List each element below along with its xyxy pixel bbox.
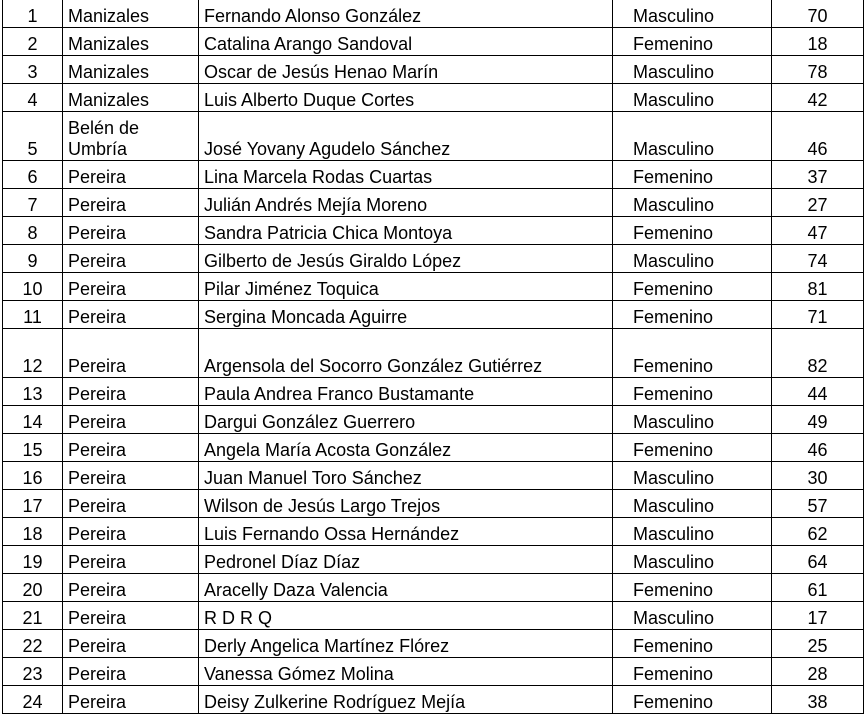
age-cell: 82 <box>772 329 864 378</box>
row-number-cell: 23 <box>3 658 63 686</box>
row-number-cell: 17 <box>3 490 63 518</box>
row-number-cell: 16 <box>3 462 63 490</box>
table-row <box>3 161 864 189</box>
table-row <box>3 273 864 301</box>
table-row <box>3 406 864 434</box>
city-cell: Pereira <box>63 301 199 329</box>
gender-cell: Femenino <box>613 378 772 406</box>
city-cell: Pereira <box>63 546 199 574</box>
row-number-cell: 3 <box>3 56 63 84</box>
row-number-cell: 19 <box>3 546 63 574</box>
gender-cell: Masculino <box>613 490 772 518</box>
name-cell: Pilar Jiménez Toquica <box>199 273 613 301</box>
age-cell: 78 <box>772 56 864 84</box>
gender-cell: Femenino <box>613 273 772 301</box>
table-row <box>3 686 864 714</box>
city-cell: Pereira <box>63 518 199 546</box>
city-cell: Pereira <box>63 161 199 189</box>
table-row <box>3 518 864 546</box>
row-number-cell: 13 <box>3 378 63 406</box>
name-cell: Sergina Moncada Aguirre <box>199 301 613 329</box>
gender-cell: Masculino <box>613 462 772 490</box>
name-cell: Luis Fernando Ossa Hernández <box>199 518 613 546</box>
age-cell: 27 <box>772 189 864 217</box>
gender-cell: Femenino <box>613 329 772 378</box>
table-row <box>3 0 864 28</box>
name-cell: Julián Andrés Mejía Moreno <box>199 189 613 217</box>
gender-cell: Masculino <box>613 112 772 161</box>
row-number-cell: 14 <box>3 406 63 434</box>
table-row <box>3 217 864 245</box>
table-row <box>3 546 864 574</box>
row-number-cell: 4 <box>3 84 63 112</box>
name-cell: Angela María Acosta González <box>199 434 613 462</box>
records-body <box>3 0 864 714</box>
age-cell: 25 <box>772 630 864 658</box>
age-cell: 57 <box>772 490 864 518</box>
name-cell: Dargui González Guerrero <box>199 406 613 434</box>
table-row <box>3 189 864 217</box>
gender-cell: Femenino <box>613 28 772 56</box>
age-cell: 81 <box>772 273 864 301</box>
row-number-cell: 1 <box>3 0 63 28</box>
row-number-cell: 10 <box>3 273 63 301</box>
name-cell: Paula Andrea Franco Bustamante <box>199 378 613 406</box>
gender-cell: Masculino <box>613 406 772 434</box>
name-cell: Catalina Arango Sandoval <box>199 28 613 56</box>
gender-cell: Masculino <box>613 56 772 84</box>
city-cell: Pereira <box>63 574 199 602</box>
city-cell: Pereira <box>63 406 199 434</box>
table-row <box>3 630 864 658</box>
city-cell: Pereira <box>63 189 199 217</box>
row-number-cell: 21 <box>3 602 63 630</box>
table-row <box>3 329 864 378</box>
gender-cell: Masculino <box>613 518 772 546</box>
gender-cell: Femenino <box>613 574 772 602</box>
gender-cell: Masculino <box>613 0 772 28</box>
city-cell: Pereira <box>63 686 199 714</box>
age-cell: 70 <box>772 0 864 28</box>
row-number-cell: 2 <box>3 28 63 56</box>
gender-cell: Femenino <box>613 658 772 686</box>
age-cell: 46 <box>772 434 864 462</box>
name-cell: Gilberto de Jesús Giraldo López <box>199 245 613 273</box>
city-cell: Pereira <box>63 245 199 273</box>
name-cell: Oscar de Jesús Henao Marín <box>199 56 613 84</box>
name-cell: Vanessa Gómez Molina <box>199 658 613 686</box>
name-cell: Luis Alberto Duque Cortes <box>199 84 613 112</box>
gender-cell: Femenino <box>613 217 772 245</box>
table-row <box>3 602 864 630</box>
age-cell: 17 <box>772 602 864 630</box>
age-cell: 30 <box>772 462 864 490</box>
city-cell: Pereira <box>63 217 199 245</box>
table-row <box>3 245 864 273</box>
table-row <box>3 301 864 329</box>
row-number-cell: 20 <box>3 574 63 602</box>
age-cell: 44 <box>772 378 864 406</box>
name-cell: Lina Marcela Rodas Cuartas <box>199 161 613 189</box>
age-cell: 28 <box>772 658 864 686</box>
city-cell: Pereira <box>63 658 199 686</box>
city-cell: Manizales <box>63 28 199 56</box>
city-cell: Belén de Umbría <box>63 112 199 161</box>
city-cell: Pereira <box>63 602 199 630</box>
age-cell: 42 <box>772 84 864 112</box>
records-table <box>2 0 864 714</box>
table-row <box>3 490 864 518</box>
name-cell: Juan Manuel Toro Sánchez <box>199 462 613 490</box>
city-cell: Pereira <box>63 329 199 378</box>
gender-cell: Masculino <box>613 245 772 273</box>
age-cell: 38 <box>772 686 864 714</box>
row-number-cell: 9 <box>3 245 63 273</box>
name-cell: Sandra Patricia Chica Montoya <box>199 217 613 245</box>
table-row <box>3 658 864 686</box>
city-cell: Manizales <box>63 56 199 84</box>
gender-cell: Femenino <box>613 686 772 714</box>
city-cell: Manizales <box>63 84 199 112</box>
name-cell: Aracelly Daza Valencia <box>199 574 613 602</box>
name-cell: José Yovany Agudelo Sánchez <box>199 112 613 161</box>
row-number-cell: 7 <box>3 189 63 217</box>
row-number-cell: 15 <box>3 434 63 462</box>
age-cell: 61 <box>772 574 864 602</box>
table-row <box>3 462 864 490</box>
name-cell: R D R Q <box>199 602 613 630</box>
city-cell: Pereira <box>63 630 199 658</box>
gender-cell: Masculino <box>613 602 772 630</box>
age-cell: 62 <box>772 518 864 546</box>
city-cell: Manizales <box>63 0 199 28</box>
name-cell: Argensola del Socorro González Gutiérrez <box>199 329 613 378</box>
city-cell: Pereira <box>63 434 199 462</box>
row-number-cell: 8 <box>3 217 63 245</box>
age-cell: 74 <box>772 245 864 273</box>
city-cell: Pereira <box>63 490 199 518</box>
name-cell: Fernando Alonso González <box>199 0 613 28</box>
table-row <box>3 28 864 56</box>
gender-cell: Masculino <box>613 546 772 574</box>
row-number-cell: 11 <box>3 301 63 329</box>
age-cell: 18 <box>772 28 864 56</box>
row-number-cell: 6 <box>3 161 63 189</box>
table-row <box>3 378 864 406</box>
table-row <box>3 574 864 602</box>
age-cell: 49 <box>772 406 864 434</box>
gender-cell: Femenino <box>613 301 772 329</box>
age-cell: 71 <box>772 301 864 329</box>
row-number-cell: 5 <box>3 112 63 161</box>
city-cell: Pereira <box>63 378 199 406</box>
row-number-cell: 24 <box>3 686 63 714</box>
name-cell: Deisy Zulkerine Rodríguez Mejía <box>199 686 613 714</box>
name-cell: Pedronel Díaz Díaz <box>199 546 613 574</box>
gender-cell: Femenino <box>613 161 772 189</box>
row-number-cell: 22 <box>3 630 63 658</box>
table-row <box>3 56 864 84</box>
table-row <box>3 84 864 112</box>
table-row <box>3 434 864 462</box>
table-row <box>3 112 864 161</box>
row-number-cell: 18 <box>3 518 63 546</box>
gender-cell: Masculino <box>613 189 772 217</box>
gender-cell: Femenino <box>613 434 772 462</box>
row-number-cell: 12 <box>3 329 63 378</box>
age-cell: 64 <box>772 546 864 574</box>
name-cell: Wilson de Jesús Largo Trejos <box>199 490 613 518</box>
age-cell: 37 <box>772 161 864 189</box>
city-cell: Pereira <box>63 462 199 490</box>
gender-cell: Femenino <box>613 630 772 658</box>
gender-cell: Masculino <box>613 84 772 112</box>
city-cell: Pereira <box>63 273 199 301</box>
name-cell: Derly Angelica Martínez Flórez <box>199 630 613 658</box>
age-cell: 46 <box>772 112 864 161</box>
age-cell: 47 <box>772 217 864 245</box>
